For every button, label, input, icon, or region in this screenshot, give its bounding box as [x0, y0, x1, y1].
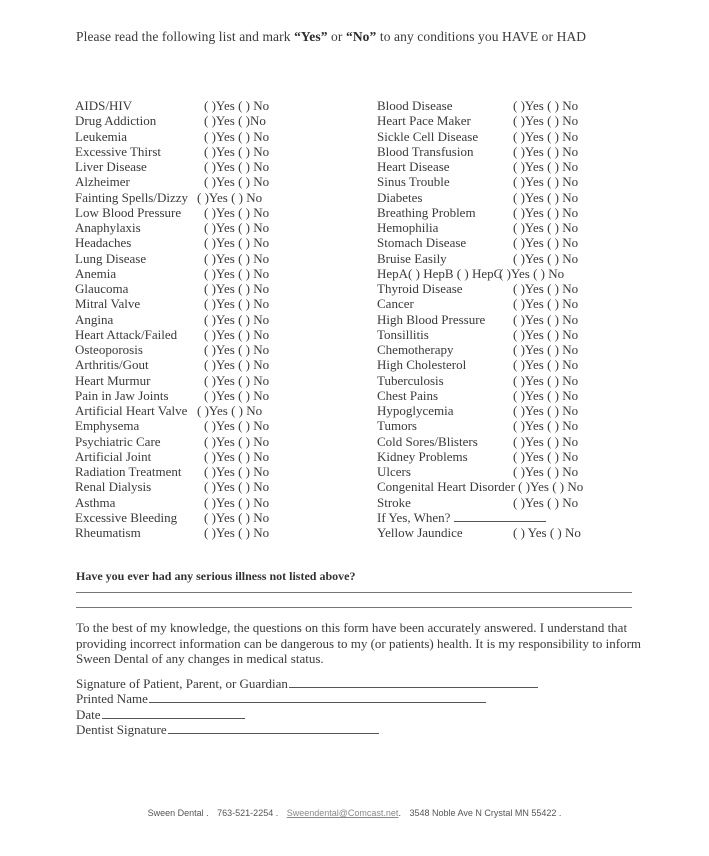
condition-row — [75, 357, 375, 372]
condition-label: Stomach Disease — [377, 235, 467, 251]
yes-no-options[interactable]: ( )Yes ( ) No — [204, 525, 270, 540]
yes-no-options[interactable]: ( )Yes ( ) No — [513, 235, 579, 251]
jaundice-label: Yellow Jaundice — [377, 525, 463, 540]
yes-no-options[interactable]: ( )Yes ( ) No — [204, 128, 270, 144]
condition-label: Angina — [75, 311, 114, 327]
yes-no-options[interactable]: ( )Yes ( ) No — [204, 494, 270, 510]
yes-no-options[interactable]: ( )Yes ( ) No — [204, 281, 270, 296]
condition-row — [377, 449, 677, 464]
condition-label: Leukemia — [75, 128, 127, 144]
other-illness-question: Have you ever had any serious illness not listed above? — [76, 569, 356, 583]
condition-row — [75, 190, 375, 205]
yes-no-options[interactable]: ( )Yes ( ) No — [204, 265, 270, 281]
condition-label: Emphysema — [75, 418, 140, 434]
condition-row — [75, 464, 375, 479]
congenital-heart-label[interactable]: Congenital Heart Disorder ( )Yes ( ) No — [377, 479, 584, 495]
condition-row — [75, 495, 375, 510]
condition-row — [377, 205, 677, 220]
condition-row — [377, 174, 677, 189]
condition-row — [377, 281, 677, 296]
yes-no-options[interactable]: ( )Yes ( )No — [204, 113, 266, 129]
condition-label: Rheumatism — [75, 525, 141, 540]
condition-label: Blood Transfusion — [377, 143, 474, 159]
condition-label: Heart Disease — [377, 159, 450, 174]
yes-no-options[interactable]: ( )Yes ( ) No — [513, 281, 579, 296]
condition-row — [75, 144, 375, 159]
yes-no-options[interactable]: ( )Yes ( ) No — [197, 189, 263, 205]
condition-row — [377, 235, 677, 250]
yes-no-options[interactable]: ( )Yes ( ) No — [204, 143, 270, 159]
condition-row — [377, 388, 677, 403]
if-yes-when-label — [377, 510, 546, 525]
yes-no-options[interactable]: ( )Yes ( ) No — [204, 448, 270, 464]
condition-label: High Cholesterol — [377, 357, 467, 373]
condition-label: Radiation Treatment — [75, 464, 182, 479]
condition-row — [75, 113, 375, 128]
condition-row — [75, 479, 375, 494]
condition-row — [75, 449, 375, 464]
yes-no-options[interactable]: ( )Yes ( ) No — [513, 220, 579, 235]
condition-label: Chest Pains — [377, 387, 439, 403]
condition-label: Liver Disease — [75, 159, 147, 174]
yes-no-options[interactable]: ( )Yes ( ) No — [513, 342, 579, 357]
condition-row — [377, 403, 677, 418]
condition-row — [377, 312, 677, 327]
condition-row — [377, 190, 677, 205]
condition-label: Bruise Easily — [377, 250, 447, 266]
condition-label: Heart Pace Maker — [377, 113, 471, 129]
stroke-options[interactable]: ( )Yes ( ) No — [513, 494, 579, 510]
acknowledgement-statement: To the best of my knowledge, the questions on this form have been accurately answered. I understand that providing incorrect information can be dangerous to my (or patients) health. It is my responsibility to inform Sween Dental of any changes in medical status. — [76, 620, 642, 666]
condition-label: Tuberculosis — [377, 372, 444, 388]
condition-row — [75, 98, 375, 113]
condition-label: Psychiatric Care — [75, 433, 161, 449]
footer-email-link[interactable]: Sweendental@Comcast.net — [286, 808, 399, 818]
condition-label: Hemophilia — [377, 220, 439, 235]
condition-label: Heart Attack/Failed — [75, 326, 178, 342]
condition-row — [377, 296, 677, 311]
yes-no-options[interactable]: ( )Yes ( ) No — [513, 143, 579, 159]
yes-no-options[interactable]: ( )Yes ( ) No — [513, 204, 579, 220]
condition-row — [377, 434, 677, 449]
condition-row — [377, 418, 677, 433]
condition-label: Thyroid Disease — [377, 281, 463, 296]
condition-label: Cancer — [377, 296, 414, 312]
condition-label: Kidney Problems — [377, 448, 468, 464]
condition-row — [377, 327, 677, 342]
if-yes-when-text: If Yes, When? — [377, 509, 451, 525]
condition-row — [75, 342, 375, 357]
condition-row — [75, 235, 375, 250]
yes-no-options[interactable]: ( )Yes ( ) No — [204, 342, 270, 357]
if-yes-when-line[interactable] — [454, 510, 546, 522]
yes-no-options[interactable]: ( )Yes ( ) No — [513, 387, 579, 403]
condition-label: Osteoporosis — [75, 342, 143, 357]
patient-signature-row — [76, 676, 538, 692]
answer-line-2[interactable] — [76, 607, 632, 608]
yes-no-options[interactable]: ( )Yes ( ) No — [204, 235, 270, 251]
condition-label: Heart Murmur — [75, 372, 151, 388]
condition-label: Tumors — [377, 418, 417, 434]
if-yes-when-row — [377, 510, 677, 525]
yes-no-options[interactable]: ( )Yes ( ) No — [204, 250, 270, 266]
footer-email-separator: . — [398, 808, 401, 818]
condition-label: Cold Sores/Blisters — [377, 433, 478, 449]
condition-row — [377, 342, 677, 357]
yes-no-options[interactable]: ( )Yes ( ) No — [513, 250, 579, 266]
yes-no-options[interactable]: ( )Yes ( ) No — [513, 418, 579, 434]
condition-label: Anaphylaxis — [75, 220, 141, 235]
yes-no-options[interactable]: ( )Yes ( ) No — [513, 403, 579, 418]
condition-label: Anemia — [75, 265, 117, 281]
condition-row — [377, 251, 677, 266]
condition-row — [377, 129, 677, 144]
condition-row — [377, 98, 677, 113]
jaundice-row — [377, 525, 677, 540]
condition-label: Artificial Heart Valve — [75, 403, 188, 418]
condition-label: Excessive Thirst — [75, 143, 162, 159]
answer-line-1[interactable] — [76, 592, 632, 593]
condition-label: Low Blood Pressure — [75, 204, 182, 220]
dentist-signature-label: Dentist Signature — [76, 722, 167, 737]
condition-row — [75, 525, 375, 540]
condition-label: High Blood Pressure — [377, 311, 486, 327]
dentist-signature-row — [76, 722, 379, 738]
yes-no-options[interactable]: ( )Yes ( ) No — [513, 357, 579, 373]
condition-row — [377, 220, 677, 235]
yes-no-options[interactable]: ( )Yes ( ) No — [204, 220, 270, 235]
condition-label: Breathing Problem — [377, 204, 476, 220]
condition-label: Sickle Cell Disease — [377, 128, 479, 144]
condition-label: Tonsillitis — [377, 326, 429, 342]
condition-row — [75, 281, 375, 296]
yes-no-options[interactable]: ( )Yes ( ) No — [204, 433, 270, 449]
condition-row — [75, 296, 375, 311]
condition-row — [75, 174, 375, 189]
yes-no-options[interactable]: ( )Yes ( ) No — [513, 464, 579, 479]
condition-row — [377, 113, 677, 128]
condition-label: Drug Addiction — [75, 113, 157, 129]
condition-row — [75, 403, 375, 418]
condition-label: Renal Dialysis — [75, 479, 152, 495]
condition-label: Ulcers — [377, 464, 411, 479]
condition-label: HepA( ) HepB ( ) HepC — [377, 265, 503, 281]
condition-row — [75, 266, 375, 281]
condition-label: Asthma — [75, 494, 116, 510]
condition-row — [377, 159, 677, 174]
condition-row — [75, 388, 375, 403]
patient-signature-line[interactable] — [289, 676, 538, 688]
condition-label: Pain in Jaw Joints — [75, 387, 169, 403]
yes-no-options[interactable]: ( )Yes ( ) No — [499, 265, 565, 281]
date-label: Date — [76, 707, 101, 722]
yes-no-options[interactable]: ( )Yes ( ) No — [513, 326, 579, 342]
condition-label: Artificial Joint — [75, 448, 152, 464]
date-line[interactable] — [102, 707, 245, 719]
yes-no-options[interactable]: ( )Yes ( ) No — [513, 296, 579, 312]
condition-row — [75, 159, 375, 174]
condition-row — [75, 418, 375, 433]
condition-row — [377, 464, 677, 479]
yes-no-options[interactable]: ( )Yes ( ) No — [204, 326, 270, 342]
condition-label: Excessive Bleeding — [75, 509, 178, 525]
yes-no-options[interactable]: ( )Yes ( ) No — [204, 479, 270, 495]
condition-label: AIDS/HIV — [75, 98, 133, 113]
yes-no-options[interactable]: ( )Yes ( ) No — [513, 311, 579, 327]
yes-no-options[interactable]: ( )Yes ( ) No — [204, 174, 270, 190]
condition-label: Hypoglycemia — [377, 403, 454, 418]
yes-no-options[interactable]: ( )Yes ( ) No — [204, 296, 270, 312]
yes-no-options[interactable]: ( )Yes ( ) No — [204, 98, 270, 113]
intro-instruction: Please read the following list and mark “Yes” or “No” to any conditions you HAVE or HAD — [76, 29, 587, 44]
footer-phone: 763-521-2254 . — [217, 808, 279, 818]
date-row — [76, 707, 245, 723]
condition-label: Blood Disease — [377, 98, 453, 113]
yes-no-options[interactable]: ( )Yes ( ) No — [197, 403, 263, 418]
yes-no-options[interactable]: ( )Yes ( ) No — [204, 311, 270, 327]
yes-no-options[interactable]: ( )Yes ( ) No — [204, 159, 270, 174]
yes-no-options[interactable]: ( )Yes ( ) No — [513, 159, 579, 174]
condition-row — [75, 129, 375, 144]
yes-no-options[interactable]: ( )Yes ( ) No — [513, 189, 579, 205]
condition-label: Sinus Trouble — [377, 174, 450, 190]
yes-no-options[interactable]: ( )Yes ( ) No — [204, 387, 270, 403]
condition-label: Fainting Spells/Dizzy — [75, 189, 189, 205]
condition-label: Mitral Valve — [75, 296, 141, 312]
condition-row — [377, 266, 677, 281]
yes-no-options[interactable]: ( )Yes ( ) No — [513, 174, 579, 190]
yes-no-options[interactable]: ( )Yes ( ) No — [513, 128, 579, 144]
yes-no-options[interactable]: ( )Yes ( ) No — [204, 372, 270, 388]
yes-no-options[interactable]: ( )Yes ( ) No — [204, 464, 270, 479]
conditions-left-column — [75, 98, 375, 540]
yes-no-options[interactable]: ( )Yes ( ) No — [513, 113, 579, 129]
footer-contact — [0, 808, 709, 818]
condition-row — [75, 205, 375, 220]
condition-label: Arthritis/Gout — [75, 357, 149, 373]
footer-practice-name: Sween Dental . — [147, 808, 209, 818]
printed-name-line[interactable] — [149, 691, 486, 703]
condition-row — [75, 510, 375, 525]
condition-row — [75, 220, 375, 235]
condition-row — [75, 327, 375, 342]
yes-no-options[interactable]: ( )Yes ( ) No — [204, 357, 270, 373]
jaundice-options[interactable]: ( ) Yes ( ) No — [513, 525, 581, 540]
condition-label: Headaches — [75, 235, 132, 251]
condition-row — [377, 373, 677, 388]
condition-row — [75, 373, 375, 388]
condition-label: Diabetes — [377, 189, 423, 205]
yes-no-options[interactable]: ( )Yes ( ) No — [513, 98, 579, 113]
condition-label: Lung Disease — [75, 250, 147, 266]
condition-label: Chemotherapy — [377, 342, 454, 357]
dentist-signature-line[interactable] — [168, 722, 379, 734]
condition-label: Alzheimer — [75, 174, 130, 190]
printed-name-row — [76, 691, 486, 707]
condition-label: Glaucoma — [75, 281, 129, 296]
footer-address: 3548 Noble Ave N Crystal MN 55422 . — [409, 808, 562, 818]
patient-signature-label: Signature of Patient, Parent, or Guardian — [76, 676, 288, 691]
yes-no-options[interactable]: ( )Yes ( ) No — [513, 372, 579, 388]
condition-row — [75, 434, 375, 449]
condition-row — [75, 251, 375, 266]
yes-no-options[interactable]: ( )Yes ( ) No — [513, 448, 579, 464]
conditions-right-column — [377, 98, 677, 540]
yes-no-options[interactable]: ( )Yes ( ) No — [204, 204, 270, 220]
yes-no-options[interactable]: ( )Yes ( ) No — [513, 433, 579, 449]
stroke-row — [377, 495, 677, 510]
condition-row — [75, 312, 375, 327]
condition-row — [377, 357, 677, 372]
stroke-label: Stroke — [377, 494, 411, 510]
congenital-heart-row — [377, 479, 677, 494]
printed-name-label: Printed Name — [76, 691, 148, 706]
condition-row — [377, 144, 677, 159]
yes-no-options[interactable]: ( )Yes ( ) No — [204, 418, 270, 434]
yes-no-options[interactable]: ( )Yes ( ) No — [204, 509, 270, 525]
